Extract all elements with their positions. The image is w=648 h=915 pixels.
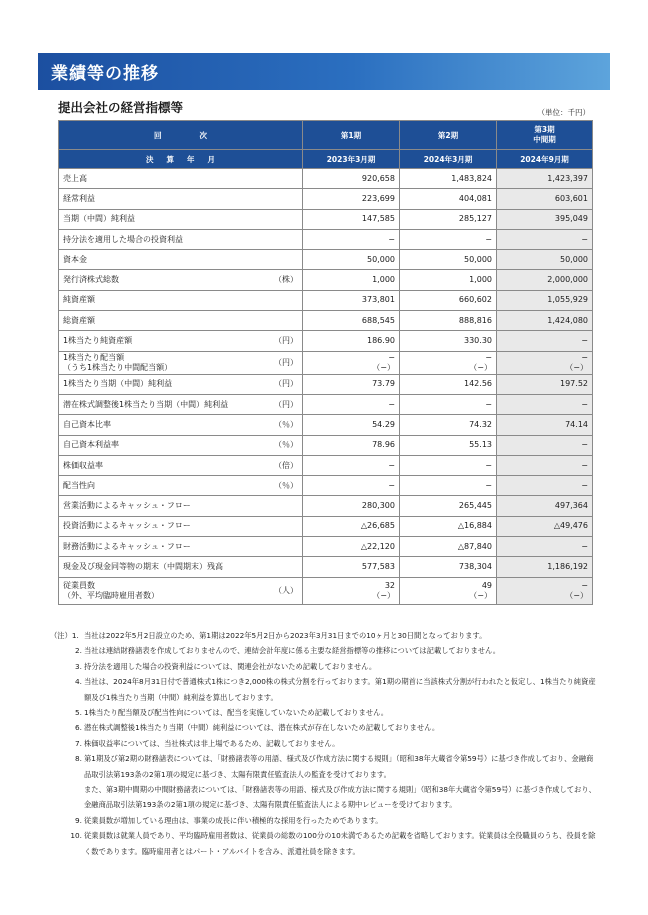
financial-metrics-table [58, 120, 593, 605]
row-unit: （円） [274, 357, 298, 367]
cell-period-2: − [400, 229, 497, 249]
table-row [59, 476, 593, 496]
row-label [59, 415, 303, 435]
header-fiscal-label-part: 算 [166, 154, 174, 164]
note-text: 1株当たり配当額及び配当性向については、配当を実施していないため記載しておりません。 [84, 708, 389, 718]
row-label [59, 311, 303, 331]
cell-period-2: − [400, 394, 497, 414]
row-label [59, 455, 303, 475]
header-fiscal-label [59, 150, 303, 169]
note-text: 従業員数が増加している理由は、事業の成長に伴い積極的な採用を行ったためであります。 [84, 815, 383, 825]
table-row [59, 169, 593, 189]
cell-period-3: − [497, 229, 593, 249]
table-row [59, 189, 593, 209]
cell-period-3: 1,423,397 [497, 169, 593, 189]
row-label-text: 1株当たり当期（中間）純利益 [63, 379, 173, 389]
cell-period-2: 888,816 [400, 311, 497, 331]
cell-period-1: △26,685 [303, 516, 400, 536]
note-text: 潜在株式調整後1株当たり当期（中間）純利益については、潜在株式が存在しないため記載しておりません。 [84, 723, 440, 733]
table-row [59, 516, 593, 536]
note-number: （注）1. [50, 631, 79, 640]
cell-period-3: 395,049 [497, 209, 593, 229]
row-label [59, 189, 303, 209]
cell-period-2: 1,483,824 [400, 169, 497, 189]
header-fiscal-label-part: 年 [187, 154, 195, 164]
cell-period-1: 54.29 [303, 415, 400, 435]
note-item [58, 782, 598, 813]
row-label [59, 577, 303, 604]
header-fiscal-3: 2024年9月期 [497, 150, 593, 169]
banner-title: 業績等の推移 [51, 64, 159, 84]
row-label-text: 自己資本利益率 [63, 440, 119, 450]
cell-period-3: − [497, 537, 593, 557]
cell-period-2: △16,884 [400, 516, 497, 536]
note-item [58, 674, 598, 705]
table-row [59, 496, 593, 516]
row-label-text: 現金及び現金同等物の期末（中間期末）残高 [63, 561, 223, 571]
note-item [58, 751, 598, 782]
row-label-text: 財務活動によるキャッシュ・フロー [63, 541, 191, 551]
table-row [59, 250, 593, 270]
table-row [59, 311, 593, 331]
header-period-3-name: 第3期 中間期 [533, 125, 556, 144]
note-text: 持分法を適用した場合の投資利益については、関連会社がないため記載しておりません。 [84, 661, 377, 671]
cell-period-2: 330.30 [400, 331, 497, 351]
row-unit: （円） [274, 399, 298, 409]
row-unit: （円） [274, 379, 298, 389]
cell-period-2: 285,127 [400, 209, 497, 229]
row-label-text: 当期（中間）純利益 [63, 214, 135, 224]
row-label-text: 営業活動によるキャッシュ・フロー [63, 501, 191, 511]
cell-period-2: − [400, 476, 497, 496]
table-row [59, 209, 593, 229]
cell-period-3: 197.52 [497, 374, 593, 394]
header-period-label-part: 次 [199, 130, 207, 140]
note-item [58, 720, 598, 735]
row-label [59, 557, 303, 577]
note-item [58, 736, 598, 751]
cell-period-3: 74.14 [497, 415, 593, 435]
row-label-text: 持分法を適用した場合の投資利益 [63, 234, 183, 244]
row-unit: （％） [274, 419, 298, 429]
note-item [58, 643, 598, 658]
header-period-2: 第2期 [400, 121, 497, 150]
cell-period-3: 2,000,000 [497, 270, 593, 290]
header-fiscal-label-part: 決 [146, 154, 154, 164]
header-period-1: 第1期 [303, 121, 400, 150]
cell-period-2: 142.56 [400, 374, 497, 394]
cell-period-3: 603,601 [497, 189, 593, 209]
row-label-text: 1株当たり配当額 （うち1株当たり中間配当額） [63, 352, 173, 372]
cell-period-2: 660,602 [400, 290, 497, 310]
row-label-text: 純資産額 [63, 295, 95, 305]
row-label [59, 537, 303, 557]
cell-period-2: △87,840 [400, 537, 497, 557]
row-label-text: 従業員数 （外、平均臨時雇用者数） [63, 580, 159, 600]
table-row [59, 577, 593, 604]
cell-period-3: 1,186,192 [497, 557, 593, 577]
cell-period-2: 74.32 [400, 415, 497, 435]
cell-period-3: − [497, 331, 593, 351]
cell-period-1: 373,801 [303, 290, 400, 310]
cell-period-2: 55.13 [400, 435, 497, 455]
cell-period-3: 1,424,080 [497, 311, 593, 331]
table-row [59, 455, 593, 475]
note-text: 従業員数は就業人員であり、平均臨時雇用者数は、従業員の総数の100分の10未満であるため記載を省略しております。従業員は全役職員のうち、役員を除く数であります。臨時雇用者とはパート・アルバイトを含み、派遣社員を除きます。 [84, 831, 596, 856]
note-number [58, 782, 84, 813]
row-unit: （％） [274, 480, 298, 490]
row-label-text: 配当性向 [63, 480, 95, 490]
table-row [59, 537, 593, 557]
footnotes [50, 628, 598, 859]
row-label-text: 株価収益率 [63, 460, 103, 470]
cell-period-1: 73.79 [303, 374, 400, 394]
cell-period-3: − （−） [497, 577, 593, 604]
table-row [59, 270, 593, 290]
row-label [59, 169, 303, 189]
row-label-text: 経常利益 [63, 193, 95, 203]
note-text: 当社は、2024年8月31日付で普通株式1株につき2,000株の株式分割を行っております。第1期の期首に当該株式分割が行われたと仮定し、1株当たり純資産額及び1株当たり当期（中間）純利益を算出しております。 [84, 677, 596, 702]
note-item [58, 828, 598, 859]
row-label [59, 435, 303, 455]
row-label-text: 1株当たり純資産額 [63, 336, 133, 346]
cell-period-2: − [400, 455, 497, 475]
table-row [59, 415, 593, 435]
note-number: 5. [75, 708, 82, 718]
cell-period-1: − [303, 455, 400, 475]
note-item [58, 813, 598, 828]
cell-period-1: − [303, 476, 400, 496]
table-row [59, 290, 593, 310]
note-number: 7. [75, 738, 82, 748]
header-fiscal-2: 2024年3月期 [400, 150, 497, 169]
header-fiscal-1: 2023年3月期 [303, 150, 400, 169]
cell-period-3: − [497, 455, 593, 475]
note-text: 当社は連結財務諸表を作成しておりませんので、連結会計年度に係る主要な経営指標等の推移については記載しておりません。 [84, 646, 501, 656]
note-text: また、第3期中間期の中間財務諸表については、「財務諸表等の用語、様式及び作成方法に関する規則」（昭和38年大蔵省令第59号）に基づき作成しており、金融商品取引法第193条の2第1項の規定に基づき、太陽有限責任監査法人による期中レビューを受けております。 [84, 785, 596, 810]
row-label-text: 自己資本比率 [63, 419, 111, 429]
cell-period-1: − [303, 229, 400, 249]
cell-period-2: 49 （−） [400, 577, 497, 604]
cell-period-1: − （−） [303, 351, 400, 374]
row-label [59, 229, 303, 249]
note-number: 8. [75, 754, 82, 764]
cell-period-3: 1,055,929 [497, 290, 593, 310]
row-unit: （倍） [274, 460, 298, 470]
header-period-3 [497, 121, 593, 150]
table-row [59, 435, 593, 455]
cell-period-3: 50,000 [497, 250, 593, 270]
row-label [59, 516, 303, 536]
table-row [59, 229, 593, 249]
note-text: 株価収益率については、当社株式は非上場であるため、記載しておりません。 [84, 738, 340, 748]
note-item [58, 659, 598, 674]
row-label-text: 発行済株式総数 [63, 275, 119, 285]
cell-period-3: △49,476 [497, 516, 593, 536]
row-label-text: 売上高 [63, 173, 87, 183]
header-row-period [59, 121, 593, 150]
row-label-text: 潜在株式調整後1株当たり当期（中間）純利益 [63, 399, 229, 409]
cell-period-1: 1,000 [303, 270, 400, 290]
table-row [59, 374, 593, 394]
row-label [59, 496, 303, 516]
section-subtitle: 提出会社の経営指標等 [58, 100, 184, 115]
cell-period-2: 738,304 [400, 557, 497, 577]
cell-period-1: 147,585 [303, 209, 400, 229]
cell-period-3: − （−） [497, 351, 593, 374]
row-unit: （円） [274, 336, 298, 346]
cell-period-1: 920,658 [303, 169, 400, 189]
cell-period-1: 32 （−） [303, 577, 400, 604]
note-number: 6. [75, 723, 82, 733]
table-row [59, 351, 593, 374]
row-label [59, 290, 303, 310]
section-banner [38, 53, 610, 90]
row-label [59, 331, 303, 351]
row-label [59, 394, 303, 414]
cell-period-2: 50,000 [400, 250, 497, 270]
cell-period-2: 1,000 [400, 270, 497, 290]
row-unit: （人） [274, 585, 298, 595]
row-label [59, 209, 303, 229]
cell-period-1: 50,000 [303, 250, 400, 270]
cell-period-1: 78.96 [303, 435, 400, 455]
unit-note: （単位：千円） [537, 108, 590, 117]
row-label [59, 250, 303, 270]
row-unit: （％） [274, 440, 298, 450]
note-number: 3. [75, 661, 82, 671]
row-label-text: 総資産額 [63, 315, 95, 325]
cell-period-2: − （−） [400, 351, 497, 374]
header-period-label [59, 121, 303, 150]
table-row [59, 557, 593, 577]
row-unit: （株） [274, 275, 298, 285]
cell-period-1: 577,583 [303, 557, 400, 577]
note-item [58, 705, 598, 720]
row-label [59, 374, 303, 394]
cell-period-1: − [303, 394, 400, 414]
note-number: 2. [75, 646, 82, 656]
row-label-text: 資本金 [63, 254, 87, 264]
cell-period-1: 223,699 [303, 189, 400, 209]
cell-period-3: − [497, 476, 593, 496]
header-fiscal-label-part: 月 [207, 154, 215, 164]
cell-period-1: △22,120 [303, 537, 400, 557]
table-row [59, 394, 593, 414]
note-text: 当社は2022年5月2日設立のため、第1期は2022年5月2日から2023年3月31日までの10ヶ月と30日間となっております。 [84, 631, 487, 640]
cell-period-3: − [497, 394, 593, 414]
row-label [59, 476, 303, 496]
note-item [50, 628, 598, 643]
row-label [59, 270, 303, 290]
table-body [59, 169, 593, 605]
note-text: 第1期及び第2期の財務諸表については、「財務諸表等の用語、様式及び作成方法に関する規則」（昭和38年大蔵省令第59号）に基づき作成しており、金融商品取引法第193条の2第1項の規定に基づき、太陽有限責任監査法人の監査を受けております。 [84, 754, 594, 779]
cell-period-3: − [497, 435, 593, 455]
row-label [59, 351, 303, 374]
table-row [59, 331, 593, 351]
cell-period-2: 404,081 [400, 189, 497, 209]
cell-period-1: 280,300 [303, 496, 400, 516]
cell-period-2: 265,445 [400, 496, 497, 516]
note-number: 4. [75, 677, 82, 687]
cell-period-3: 497,364 [497, 496, 593, 516]
header-period-label-part: 回 [154, 130, 162, 140]
note-number: 10. [70, 831, 82, 841]
note-number: 9. [75, 815, 82, 825]
row-label-text: 投資活動によるキャッシュ・フロー [63, 521, 191, 531]
cell-period-1: 688,545 [303, 311, 400, 331]
header-row-fiscal [59, 150, 593, 169]
cell-period-1: 186.90 [303, 331, 400, 351]
